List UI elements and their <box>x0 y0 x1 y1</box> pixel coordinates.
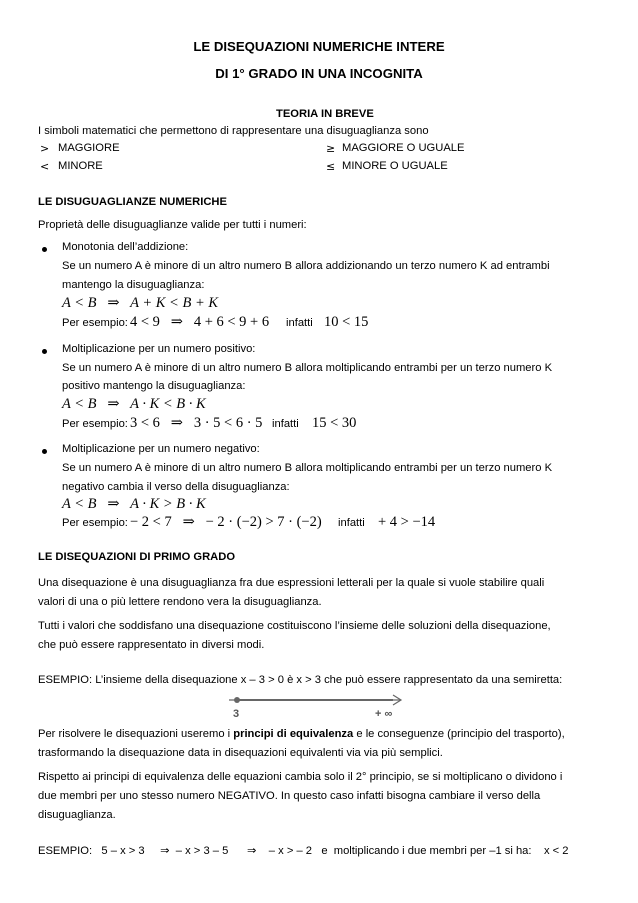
infatti-label: infatti <box>272 418 299 430</box>
example-result: + 4 > −14 <box>378 514 436 530</box>
paragraph: Rispetto ai principi di equivalenza delle equazioni cambia solo il 2° principio, se si moltiplicano o dividono i <box>38 771 563 783</box>
infatti-label: infatti <box>286 317 313 329</box>
symbol-greater-equal-label: MAGGIORE O UGUALE <box>342 142 465 154</box>
number-line-end-label: + ∞ <box>375 708 393 720</box>
paragraph: Una disequazione è una disuguaglianza fra due espressioni letterali per la quale si vuole stabilire quali <box>38 577 545 589</box>
symbol-less-equal-label: MINORE O UGUALE <box>342 160 448 172</box>
item-text: negativo cambia il verso della disuguaglianza: <box>62 481 290 493</box>
number-line <box>225 690 410 720</box>
bullet-icon <box>42 247 47 252</box>
item-text: mantengo la disuguaglianza: <box>62 279 205 291</box>
infatti-label: infatti <box>338 517 365 529</box>
item-text: Se un numero A è minore di un altro numero B allora moltiplicando entrambi per un terzo numero K <box>62 362 553 374</box>
item-title: Moltiplicazione per un numero negativo: <box>62 443 260 455</box>
example-formula: 3 < 6 ⇒ 3 · 5 < 6 · 5 <box>130 415 263 431</box>
example-label: Per esempio: <box>62 517 128 529</box>
paragraph: trasformando la disequazione data in disequazioni equivalenti via via più semplici. <box>38 747 443 759</box>
paragraph: disuguaglianza. <box>38 809 116 821</box>
example-text: ESEMPIO: 5 – x > 3 ⇒ – x > 3 – 5 ⇒ – x > – 2 e moltiplicando i due membri per –1 si ha: x < 2 <box>38 845 569 857</box>
symbol-greater-equal: ≥ <box>326 142 336 155</box>
paragraph: che può essere rappresentato in diversi modi. <box>38 639 265 651</box>
item-text: positivo mantengo la disuguaglianza: <box>62 380 246 392</box>
paragraph-text: Per risolvere le disequazioni useremo i <box>38 728 234 740</box>
paragraph-text: e le conseguenze (principio del trasporto), <box>353 728 565 740</box>
bullet-icon <box>42 449 47 454</box>
example-label: Per esempio: <box>62 418 128 430</box>
example-formula: − 2 < 7 ⇒ − 2 · (−2) > 7 · (−2) <box>130 514 322 530</box>
example-label: Per esempio: <box>62 317 128 329</box>
principles-highlight: principi di equivalenza <box>233 728 354 740</box>
item-formula: A < B ⇒ A · K < B · K <box>62 396 206 412</box>
intro-text: I simboli matematici che permettono di rappresentare una disuguaglianza sono <box>38 125 429 137</box>
item-formula: A < B ⇒ A · K > B · K <box>62 496 206 512</box>
item-title: Monotonia dell’addizione: <box>62 241 189 253</box>
bullet-icon <box>42 349 47 354</box>
symbol-less-label: MINORE <box>58 160 103 172</box>
number-line-start-label: 3 <box>233 708 240 720</box>
section-heading-numeric: LE DISUGUAGLIANZE NUMERICHE <box>38 196 227 208</box>
paragraph: due membri per uno stesso numero NEGATIVO. In questo caso infatti bisogna cambiare il verso della <box>38 790 541 802</box>
symbol-greater-label: MAGGIORE <box>58 142 120 154</box>
item-text: Se un numero A è minore di un altro numero B allora moltiplicando entrambi per un terzo numero K <box>62 462 553 474</box>
example-result: 15 < 30 <box>312 415 357 431</box>
paragraph: valori di una o più lettere rendono vera la disuguaglianza. <box>38 596 322 608</box>
paragraph <box>38 728 565 740</box>
symbol-less: < <box>40 160 50 173</box>
page-title: LE DISEQUAZIONI NUMERICHE INTERE <box>193 39 445 54</box>
item-formula: A < B ⇒ A + K < B + K <box>62 295 219 311</box>
page-subtitle: DI 1° GRADO IN UNA INCOGNITA <box>215 66 423 81</box>
theory-heading: TEORIA IN BREVE <box>276 108 374 120</box>
paragraph: Tutti i valori che soddisfano una disequazione costituiscono l’insieme delle soluzioni della disequazione, <box>38 620 551 632</box>
section-intro: Proprietà delle disuguaglianze valide per tutti i numeri: <box>38 219 307 231</box>
symbol-less-equal: ≤ <box>326 160 336 173</box>
item-title: Moltiplicazione per un numero positivo: <box>62 343 256 355</box>
example-text: ESEMPIO: L’insieme della disequazione x – 3 > 0 è x > 3 che può essere rappresentato da una semiretta: <box>38 674 563 686</box>
section-heading-inequalities: LE DISEQUAZIONI DI PRIMO GRADO <box>38 551 236 563</box>
example-result: 10 < 15 <box>324 314 369 330</box>
symbol-greater: > <box>40 142 50 155</box>
item-text: Se un numero A è minore di un altro numero B allora addizionando un terzo numero K ad entrambi <box>62 260 550 272</box>
example-formula: 4 < 9 ⇒ 4 + 6 < 9 + 6 <box>130 314 270 330</box>
